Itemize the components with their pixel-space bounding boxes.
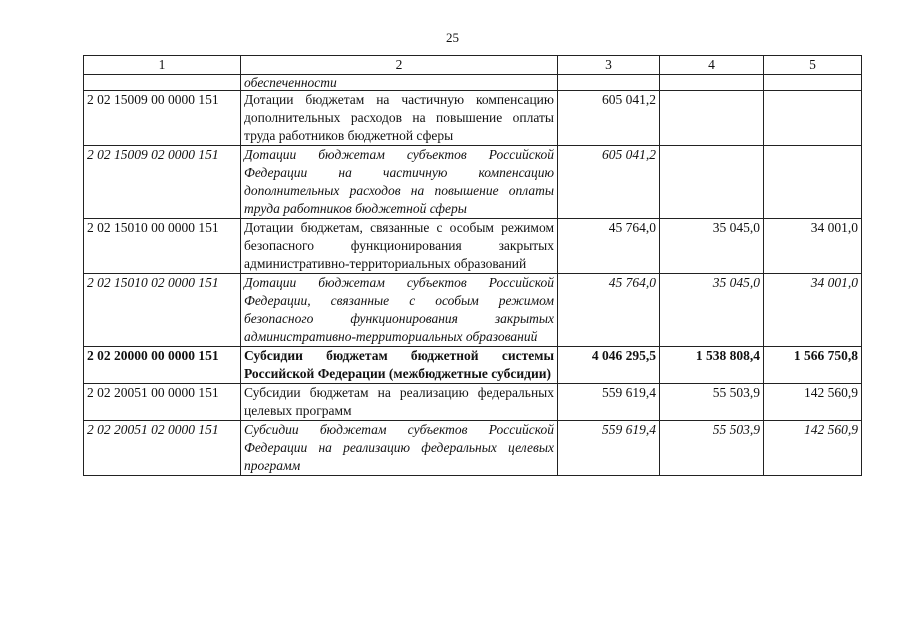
- row-value-col3: 45 764,0: [558, 274, 660, 347]
- continuation-row: [84, 75, 862, 91]
- row-value-col3: 559 619,4: [558, 384, 660, 421]
- row-code: 2 02 20051 00 0000 151: [84, 384, 241, 421]
- row-value-col3: 45 764,0: [558, 219, 660, 274]
- table-row: [84, 91, 862, 146]
- row-value-col5: 142 560,9: [764, 384, 862, 421]
- header-col-5: 5: [764, 56, 862, 75]
- header-col-4: 4: [660, 56, 764, 75]
- row-name: Субсидии бюджетам на реализацию федеральных целевых программ: [241, 384, 558, 421]
- row-value-col4: 35 045,0: [660, 219, 764, 274]
- row-value-col3: 605 041,2: [558, 146, 660, 219]
- row-value-col5: 34 001,0: [764, 274, 862, 347]
- row-value-col4: [660, 146, 764, 219]
- row-value-col4: 55 503,9: [660, 384, 764, 421]
- row-value-col5: 34 001,0: [764, 219, 862, 274]
- table-row: [84, 347, 862, 384]
- row-value-col4: 55 503,9: [660, 421, 764, 476]
- row-value-col5: 142 560,9: [764, 421, 862, 476]
- page-number: 25: [446, 30, 459, 45]
- row-code: 2 02 15009 00 0000 151: [84, 91, 241, 146]
- row-value-col4: 35 045,0: [660, 274, 764, 347]
- row-code: 2 02 15010 00 0000 151: [84, 219, 241, 274]
- row-code: 2 02 15010 02 0000 151: [84, 274, 241, 347]
- row-name: Дотации бюджетам на частичную компенсацию дополнительных расходов на повышение оплаты труда работников бюджетной сферы: [241, 91, 558, 146]
- table-header-row: [84, 56, 862, 75]
- row-value-col3: 559 619,4: [558, 421, 660, 476]
- row-value-col5: 1 566 750,8: [764, 347, 862, 384]
- table-row: [84, 384, 862, 421]
- row-value-col4: 1 538 808,4: [660, 347, 764, 384]
- continuation-text: обеспеченности: [241, 75, 558, 91]
- row-name: Дотации бюджетам субъектов Российской Федерации на частичную компенсацию дополнительных расходов на повышение оплаты труда работников бюджетной сферы: [241, 146, 558, 219]
- row-code: 2 02 15009 02 0000 151: [84, 146, 241, 219]
- row-name: Дотации бюджетам субъектов Российской Федерации, связанные с особым режимом безопасного функционирования закрытых административно-территориальных образований: [241, 274, 558, 347]
- row-value-col3: 4 046 295,5: [558, 347, 660, 384]
- row-name: Дотации бюджетам, связанные с особым режимом безопасного функционирования закрытых административно-территориальных образований: [241, 219, 558, 274]
- row-value-col4: [660, 91, 764, 146]
- row-code: 2 02 20051 02 0000 151: [84, 421, 241, 476]
- row-value-col3: 605 041,2: [558, 91, 660, 146]
- row-name: Субсидии бюджетам субъектов Российской Федерации на реализацию федеральных целевых программ: [241, 421, 558, 476]
- table-row: [84, 219, 862, 274]
- table-row: [84, 146, 862, 219]
- budget-table: [83, 55, 862, 476]
- table-row: [84, 274, 862, 347]
- row-name: Субсидии бюджетам бюджетной системы Российской Федерации (межбюджетные субсидии): [241, 347, 558, 384]
- row-code: [84, 75, 241, 91]
- header-col-3: 3: [558, 56, 660, 75]
- header-col-1: 1: [84, 56, 241, 75]
- table-row: [84, 421, 862, 476]
- row-value-col5: [764, 146, 862, 219]
- row-code: 2 02 20000 00 0000 151: [84, 347, 241, 384]
- row-value-col5: [764, 91, 862, 146]
- header-col-2: 2: [241, 56, 558, 75]
